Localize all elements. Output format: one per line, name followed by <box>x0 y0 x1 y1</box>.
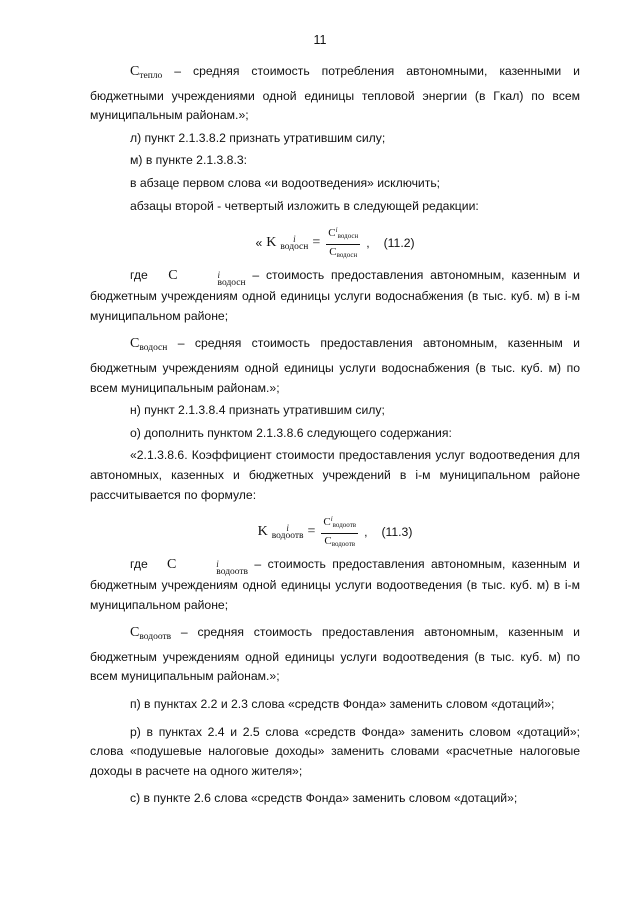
paragraph-abzac-2-4: абзацы второй - четвертый изложить в следующей редакции: <box>130 198 479 213</box>
paragraph-item-p: п) в пунктах 2.2 и 2.3 слова «средств Фонда» заменить словом «дотаций»; <box>130 697 555 712</box>
symbol-sup: i <box>217 270 221 281</box>
paragraph-text: – средняя стоимость потребления автономными, казенными и бюджетными учреждениями одной единицы тепловой энергии (в Гкал) по всем муниципальным районам.»; <box>90 64 580 123</box>
formula-fraction <box>326 224 360 262</box>
formula-lhs-sub: водосн <box>280 242 309 253</box>
formula-lhs-sub: водоотв <box>271 531 304 542</box>
symbol-subscript: водоотв <box>216 567 249 578</box>
formula-num-c: C <box>328 227 336 240</box>
document-body <box>90 62 580 809</box>
formula-fraction <box>321 513 358 551</box>
paragraph-text: – средняя стоимость предоставления автономным, казенным и бюджетным учреждениям одной единицы услуги водоотведения (в тыс. куб. м) по всем муниципальным районам.»; <box>90 625 580 684</box>
paragraph-text: – средняя стоимость предоставления автономным, казенным и бюджетным учреждениям одной единицы услуги водоснабжения (в тыс. куб. м) по всем муниципальным районам.»; <box>90 336 580 395</box>
formula-open-quote: « <box>255 236 263 251</box>
where-word: где <box>130 557 148 572</box>
paragraph-where-c-i-vodosn <box>90 266 580 326</box>
paragraph-item-n: н) пункт 2.1.3.8.4 признать утратившим силу; <box>130 403 385 418</box>
symbol-c: C <box>130 625 140 641</box>
formula-comma: , <box>364 525 368 540</box>
formula-den-sub: водосн <box>336 251 358 260</box>
formula-lhs: K <box>257 524 268 540</box>
where-word: где <box>130 268 148 283</box>
formula-den-sub: водоотв <box>331 540 356 549</box>
page-number: 11 <box>313 33 327 47</box>
paragraph-item-s: с) в пункте 2.6 слова «средств Фонда» заменить словом «дотаций»; <box>130 791 518 806</box>
formula-num-sup: i <box>335 226 338 235</box>
symbol-subscript: водосн <box>217 278 246 289</box>
formula-11-3 <box>90 513 580 547</box>
symbol-subscript: тепло <box>139 71 163 81</box>
formula-den-c: C <box>329 246 337 259</box>
formula-number: (11.3) <box>381 525 413 540</box>
formula-den-c: C <box>324 535 332 548</box>
paragraph-item-l: л) пункт 2.1.3.8.2 признать утратившим силу; <box>130 130 386 145</box>
paragraph-text: – стоимость предоставления автономным, казенным и бюджетным учреждениям одной единицы услуги водоотведения (в тыс. куб. м) в i-м муниципальном районе; <box>90 557 580 612</box>
paragraph-2-1-3-8-6: «2.1.3.8.6. Коэффициент стоимости предоставления услуг водоотведения для автономных, казенных и бюджетных учреждений в i-м муниципальном районе рассчитывается по формуле: <box>90 448 580 502</box>
formula-11-2 <box>90 224 580 258</box>
symbol-c: C <box>168 268 178 284</box>
symbol-c: C <box>166 557 177 573</box>
paragraph-item-o: о) дополнить пунктом 2.1.3.8.6 следующего содержания: <box>130 425 452 440</box>
formula-equals: = <box>307 524 316 540</box>
formula-lhs-sup: i <box>286 523 289 534</box>
paragraph-c-teplo <box>90 62 580 126</box>
symbol-subscript: водоотв <box>139 632 172 643</box>
paragraph-text: – стоимость предоставления автономным, казенным и бюджетным учреждениям одной единицы услуги водоснабжения (в тыс. куб. м) в i-м муниципальном районе; <box>90 268 580 323</box>
paragraph-item-r: р) в пунктах 2.4 и 2.5 слова «средств Фонда» заменить словом «дотаций»; слова «подушевые налоговые доходы» заменить словами «расчетные налоговые доходы в расчете на одного жителя»; <box>90 724 580 778</box>
paragraph-where-c-i-vodootv <box>90 555 580 615</box>
formula-num-sub: водосн <box>337 232 359 241</box>
symbol-sup: i <box>216 559 219 570</box>
formula-comma: , <box>366 236 370 251</box>
formula-num-c: C <box>323 516 331 529</box>
symbol-c: C <box>130 64 140 79</box>
formula-lhs-sup: i <box>293 234 296 245</box>
symbol-subscript: водосн <box>139 343 168 354</box>
formula-number: (11.2) <box>383 236 415 251</box>
formula-num-sub: водоотв <box>332 521 357 530</box>
paragraph-c-vodootv <box>90 623 580 687</box>
formula-equals: = <box>312 235 321 251</box>
formula-lhs: K <box>266 235 277 251</box>
formula-num-sup: i <box>330 515 333 524</box>
paragraph-item-m: м) в пункте 2.1.3.8.3: <box>130 153 248 168</box>
paragraph-c-vodosn <box>90 334 580 398</box>
symbol-c: C <box>130 336 140 352</box>
paragraph-abzac-1: в абзаце первом слова «и водоотведения» исключить; <box>130 175 441 190</box>
